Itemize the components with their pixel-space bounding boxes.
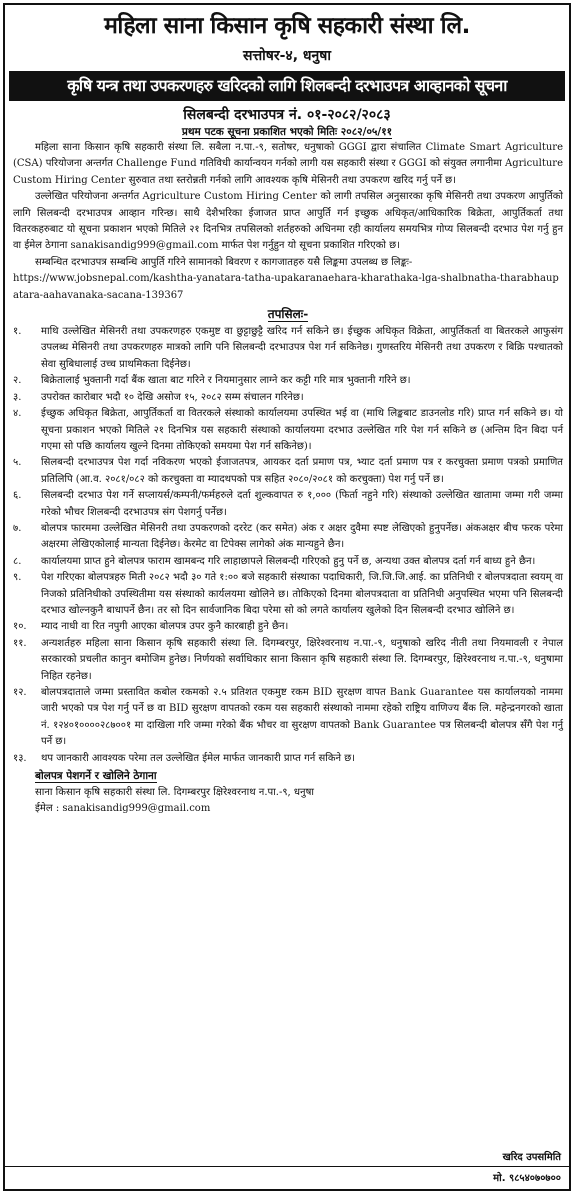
- footer-bar: [5, 1166, 569, 1189]
- list-item: [13, 390, 563, 406]
- first-published-date-text: प्रथम पटक सूचना प्रकाशित भएको मितिः २०८२/०५/११: [181, 126, 393, 138]
- list-item: [13, 685, 563, 751]
- list-item-number: १.: [13, 326, 22, 338]
- intro-paragraph-3: सम्बन्धित दरभाउपत्र सम्बन्धि आपुर्ति गरिने सामानको बिवरण र कागजातहरु यसै लिङ्कमा उपलब्ध छ लिङ्कः-: [35, 256, 413, 268]
- list-item-number: ५.: [13, 457, 22, 469]
- list-item-number: ११.: [13, 637, 27, 649]
- notice-title-banner: कृषि यन्त्र तथा उपकरणहरु खरिदको लागि शिलबन्दी दरभाउपत्र आव्हानको सूचना: [9, 71, 565, 101]
- notice-body: [5, 140, 569, 818]
- list-item-text: सिलबन्दी दरभाउ पेश गर्ने सप्लायर्स/कम्पनी/फर्महरुले दर्ता शुल्कवापत रु १,००० (फिर्ता नहुने गरि) संस्थाको उल्लेखित खातामा जम्मा गरी जम्मा गरेको भौचर शिलबन्दी दरभाउपत्र संग पेशगर्नु पर्नेछ।: [41, 490, 563, 518]
- first-published-date: [5, 125, 569, 140]
- list-item-number: ३.: [13, 391, 22, 403]
- committee-signature: खरिद उपसमिति: [502, 1152, 561, 1163]
- list-item: [13, 570, 563, 619]
- list-item-text: बोलपत्रदाताले जम्मा प्रस्तावित कबोल रकमको २.५ प्रतिशत एकमुष्ट रकम BID सुरक्षण वापत Bank Guarantee यस कार्यालयको नाममा जारी भएको पत्र पेश गर्नु पर्ने छ वा BID सुरक्षण वापतको रकम यस सहकारी संस्थाको नाममा रहेको राष्ट्रिय वाणिज्य बैंक लि. महेन्द्रनगरको खाता नं. १२४०१००००२८७००१ मा दाखिला गरि जम्मा गरेको बैंक भौचर वा सुरक्षण वापतको Bank Guarantee पत्र सिलबन्दी बोलपत्र सँगै पेश गर्नु पर्ने छ।: [41, 687, 563, 748]
- list-item: [13, 751, 563, 767]
- contact-address: साना किसान कृषि सहकारी संस्था लि. दिगम्बरपुर क्षिरेश्वरनाथ न.पा.-९, धनुषा: [35, 787, 314, 799]
- tapsil-heading: [13, 305, 563, 323]
- intro-paragraph-1: महिला साना किसान कृषि सहकारी संस्था लि. सबैला न.पा.-९, सतोषर, धनुषाको GGGI द्वारा संचालित Climate Smart Agriculture (CSA) परियोजना अन्तर्गत Challenge Fund गतिविधी कार्यान्वयन गर्नको लागी यस सहकारी संस्था र GGGI को संयुक्त लगानीमा Agriculture Custom Hiring Center सुरुवात तथा स्तरोन्नती गर्नको लागि आवश्यक कृषि मेसिनरी तथा उपकरण खरिद गर्नु पर्ने छ।: [13, 142, 563, 186]
- list-item-text: ईच्छुक अधिकृत बिक्रेता, आपुर्तिकर्ता वा वितरकले संस्थाको कार्यालयमा उपस्थित भई वा (माथि लिङ्कबाट डाउनलोड गरि) प्राप्त गर्न सकिने छ। यो सूचना प्रकाशन भएको मितिले २१ दिनभित्र यस सहकारी संस्थाको कार्यालयमा दरभाउ उल्लेखित गरि पेश गर्न सकिने छ (अन्तिम दिन बिदा पर्न गएमा सो पछि कार्यालय खुल्ने दिनमा तोकिएको समयमा पेश गर्न सकिनेछ)।: [41, 408, 563, 452]
- list-item-number: १२.: [13, 687, 27, 698]
- list-item: [13, 455, 563, 488]
- list-item: [13, 406, 563, 455]
- list-item-number: ६.: [13, 490, 22, 502]
- list-item: [13, 554, 563, 570]
- list-item-number: १०.: [13, 621, 27, 633]
- list-item-text: माथि उल्लेखित मेसिनरी तथा उपकरणहरु एकमुष्ट वा छुट्टाछुट्टै खरिद गर्न सकिने छ। ईच्छुक अधिकृत विक्रेता, आपुर्तिकर्ता वा बितरकले आफुसंग उपलब्ध मेसिनरी तथा उपकरणहरु मात्रको लागि पनि सिलबन्दी दरभाउपत्र पेश गर्न सकिनेछ। गुणस्तरिय मेसिनरी तथा उपकरण र बिक्रि पश्चातको सेवा सुबिधालाई उच्च प्राथमिकता दिईनेछ।: [41, 326, 563, 370]
- reference-number: सिलबन्दी दरभाउपत्र नं. ०१-२०८२/२०८३: [183, 107, 391, 123]
- list-item-text: उपरोक्त कारोबार भदौ १० देखि असोज १५, २०८२ सम्म संचालन गरिनेछ।: [41, 391, 304, 403]
- contact-heading: [35, 767, 563, 785]
- contact-email[interactable]: ईमेल : sanakisandig999@gmail.com: [35, 803, 211, 815]
- list-item: [13, 373, 563, 389]
- document-link[interactable]: https://www.jobsnepal.com/kashtha-yanatara-tatha-upakaranaehara-kharathaka-lga-shalbnatha-tharabhaupatara-aahavanaka-sacana-139367: [13, 273, 559, 301]
- list-item-number: २.: [13, 375, 22, 387]
- contact-heading-text: बोलपत्र पेशगर्ने र खोलिने ठेगाना: [35, 770, 157, 783]
- org-name: महिला साना किसान कृषि सहकारी संस्था लि.: [104, 13, 470, 39]
- list-item-number: ७.: [13, 522, 22, 534]
- list-item-text: बोलपत्र फारममा उल्लेखित मेसिनरी तथा उपकरणको दररेट (कर समेत) अंक र अक्षर दुवैमा स्पष्ट लेखिएको हुनुपर्नेछ। अंकअक्षर बीच फरक परेमा अक्षरमा लेखिएकोलाई मान्यता दिईनेछ। केरमेट वा टिपेक्स लागेको अंक मान्यहुने छैन।: [41, 522, 563, 551]
- list-item: [13, 488, 563, 521]
- tapsil-heading-text: तपसिलः-: [267, 307, 309, 322]
- list-item-text: पेश गरिएका बोलपत्रहरु मिती २०८२ भदौ ३० गते १:०० बजे सहकारी संस्थाका पदाधिकारी, जि.जि.जि.आई. का प्रतिनिधी र बोलपत्रदाता स्वयम् वा निजको प्रतिनिधीको उपस्थितीमा यस संस्थाको कार्यलयमा खोलिने छ। तोकिएको दिनमा बोलपत्रदाता वा प्रतिनिधी अनुपस्थित भएमा पनि सिलबन्दी दरभाउ खोल्नकुनै बाधापर्ने छैन। तर सो दिन सार्वजानिक बिदा परेमा सो को लगते कार्यालय खुलेको दिन सिलबन्दी दरभाउ खोलिने छ।: [41, 572, 563, 616]
- list-item: [13, 636, 563, 685]
- intro-paragraph-2: उल्लेखित परियोजना अन्तर्गत Agriculture Custom Hiring Center को लागी तपसिल अनुसारका कृषि मेसिनरी तथा उपकरण आपुर्तिको लागि सिलबन्दी दरभाउपत्र आव्हान गरिन्छ। साथै देशैभरिका ईजाजत प्राप्त आपुर्ति गर्न इच्छुक अधिकृत/आधिकारिक बिक्रेता, आपुर्तिकर्ता तथा वितरकहरुबाट यो सूचना प्रकाशन भएको मितिले २१ दिनभित्र तपसिलको शर्तहरुको अधिनमा रही कार्यालय समयभित्र गोप्य सिलबन्दी दरभाउ पेश गर्नु हुन वा ईमेल ठेगाना sanakisandig999@gmail.com मार्फत पेश गर्नुहुन यो सूचना प्रकाशित गरिएको छ।: [13, 191, 563, 252]
- list-item: [13, 521, 563, 554]
- list-item-text: थप जानकारी आवश्यक परेमा तल उल्लेखित ईमेल मार्फत जानकारी प्राप्त गर्न सकिने छ।: [41, 752, 356, 764]
- list-item: [13, 619, 563, 635]
- list-item-number: १३.: [13, 752, 27, 764]
- notice-page: [3, 3, 571, 1191]
- list-item-number: ९.: [13, 572, 22, 584]
- mobile-number: मो. ९८५४०७०७००: [493, 1173, 561, 1184]
- list-item: [13, 324, 563, 373]
- list-item-text: म्याद नाधी वा रित नपुगी आएका बोलपत्र उपर कुनै कारबाही हुने छैन।: [41, 621, 289, 633]
- conditions-list: [13, 324, 563, 767]
- list-item-number: ८.: [13, 555, 22, 567]
- list-item-text: बिक्रेतालाई भुक्तानी गर्दा बैंक खाता बाट गरिने र नियमानुसार लाग्ने कर कट्टी गरि मात्र भुक्तानी गरिने छ।: [41, 375, 411, 387]
- list-item-text: अन्यशर्तहरु महिला साना किसान कृषि सहकारी संस्था लि. दिगम्बरपुर, क्षिरेश्वरनाथ न.पा.-९, धनुषाको खरिद नीती तथा नियमावली र नेपाल सरकारको प्रचलीत कानुन बमोजिम हुनेछ। निर्णयको सर्वाधिकार साना किसान कृषि सहकारी संस्था लि. दिगम्बरपुर, क्षिरेश्वरनाथ न.पा.-९, धनुषामा निहित रहनेछ।: [41, 637, 563, 682]
- org-address: सत्तोषर-४, धनुषा: [243, 48, 331, 64]
- list-item-text: कार्यालयमा प्राप्त हुने बोलपत्र फाराम खामबन्द गरि लाहाछापले सिलबन्दी गरिएको हुनु पर्ने छ, अन्यथा उक्त बोलपत्र दर्ता गर्न बाध्य हुने छैन।: [41, 555, 536, 567]
- list-item-text: सिलबन्दी दरभाउपत्र पेश गर्दा नविकरण भएको ईजाजतपत्र, आयकर दर्ता प्रमाण पत्र, भ्याट दर्ता प्रमाण पत्र र करचुक्ता प्रमाण पत्रको प्रमाणित प्रतिलिपि (आ.व. २०८१/०८२ को करचुक्ता वा म्यादथपको पत्र सहित २०८०/२०८१ को करचुक्ता) पेश गर्नु पर्ने छ।: [41, 457, 563, 485]
- list-item-number: ४.: [13, 408, 22, 420]
